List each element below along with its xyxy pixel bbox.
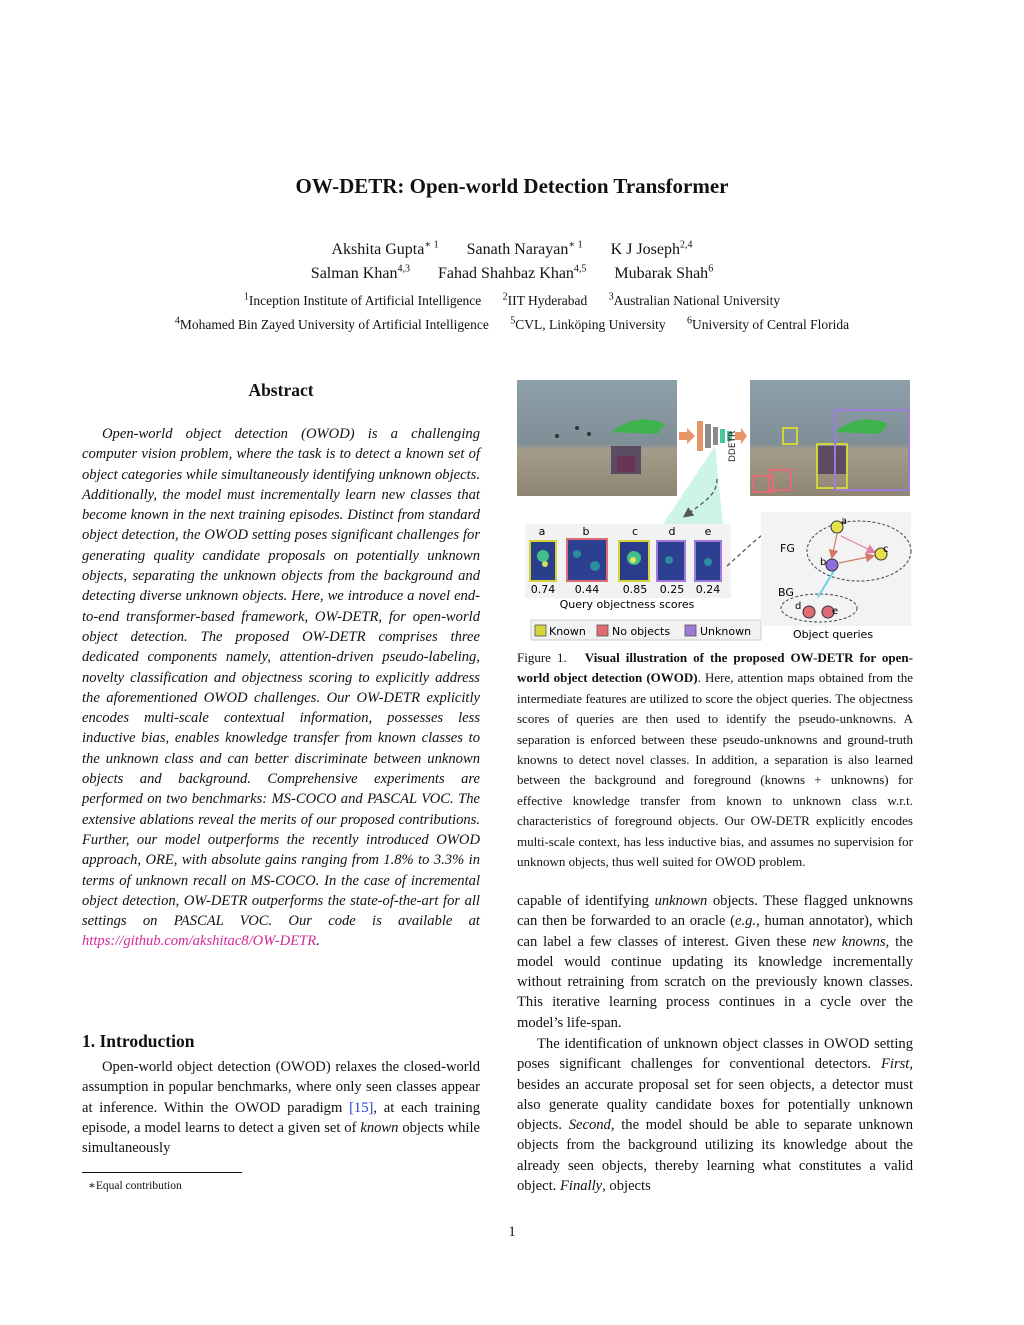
right-paragraph-1: capable of identifying unknown objects. These flagged unknowns can then be forwarded to an oracle (e.g., human annotator), which can label a few classes of interest. Given these new knowns, the model would continue updating its knowledge incrementally without retraining from scratch on the previously known classes. This iterative learning process continues in a cycle over the model’s life-span. (517, 893, 913, 1031)
query-score: 0.25 (659, 583, 685, 596)
legend-no-objects-label: No objects (612, 625, 671, 638)
scores-caption: Query objectness scores (559, 598, 695, 611)
queries-caption: Object queries (792, 628, 874, 641)
query-node-label: b (820, 557, 827, 568)
paper-title: OW-DETR: Open-world Detection Transformer (295, 174, 729, 198)
bg-label: BG (778, 586, 794, 599)
query-score: 0.85 (622, 583, 648, 596)
affiliation: Mohamed Bin Zayed University of Artificial Intelligence (179, 316, 489, 332)
output-image (750, 380, 910, 496)
query-letter: a (538, 525, 546, 538)
query-letter: d (668, 525, 676, 538)
input-image (517, 380, 677, 496)
legend-no-objects-swatch (597, 625, 608, 636)
figure-caption: Figure 1. Visual illustration of the proposed OW-DETR for open-world object detection (OWOD). Here, attention maps obtained from the intermediate features are utilized to score the object queries. The objectness scores of queries are then used to identify the pseudo-unknowns. A separation is enforced between these pseudo-unknowns and ground-truth knowns to detect novel classes. In addition, a separation is also learned between the background and foreground (knowns + unknowns) for effective knowledge transfer from known to unknown class w.r.t. characteristics of foreground objects. Our OW-DETR explicitly encodes multi-scale context, has less inductive bias, and assumes no supervision for unknown objects, thus well suited for OWOD problem. (517, 650, 913, 870)
affiliation: University of Central Florida (691, 316, 850, 332)
query-letter: b (582, 525, 590, 538)
abstract-body: Open-world object detection (OWOD) is a challenging computer vision problem, where the task is to detect a known set of object categories while simultaneously identifying unknown objects. Additionally, the model must incrementally learn new classes that become known in the next training episodes. Distinct from standard object detection, the OWOD setting poses significant challenges for generating quality candidate proposals on potentially unknown objects, separating the unknown objects from the background and detecting diverse unknown objects. Here, we introduce a novel end-to-end transformer-based framework, OW-DETR, for open-world object detection. The proposed OW-DETR comprises three dedicated components namely, attention-driven pseudo-labeling, novelty classification and objectness scoring to explicitly address the aforementioned OWOD challenges. Our OW-DETR explicitly encodes multi-scale contextual information, possesses less inductive bias, enables knowledge transfer from known classes to the unknown class and can better discriminate between unknown objects and background. Comprehensive experiments are performed on two benchmarks: MS-COCO and PASCAL VOC. The extensive ablations reveal the merits of our proposed contributions. Further, our model outperforms the recently introduced OWOD approach, ORE, with absolute gains ranging from 1.8% to 3.3% in terms of unknown recall on MS-COCO. In the case of incremental object detection, OW-DETR outperforms the state-of-the-art for all settings on PASCAL VOC. Our code is available at https://github.com/akshitac8/OW-DETR. (82, 426, 480, 950)
author-name: Sanath Narayan (466, 241, 569, 259)
query-score: 0.24 (695, 583, 721, 596)
query-node-label: c (883, 544, 889, 555)
footnote-divider (82, 1172, 242, 1173)
affiliation-line-1: $^1$Inception Institute of Artificial Intelligence $^2$IIT Hyderabad $^3$Australian National University (243, 291, 781, 308)
ddetr-label: DDETR (728, 430, 738, 462)
query-node-label: e (832, 606, 839, 617)
abstract-heading: Abstract (248, 380, 314, 400)
affiliation: Inception Institute of Artificial Intelligence (248, 292, 482, 308)
code-link[interactable]: https://github.com/akshitac8/OW-DETR (82, 933, 317, 950)
section-heading-introduction: 1. Introduction (82, 1031, 195, 1051)
legend-unknown-swatch (685, 625, 696, 636)
figure-1 (517, 376, 913, 644)
query-score: 0.44 (574, 583, 600, 596)
author-name: Mubarak Shah (614, 265, 709, 283)
affiliation: IIT Hyderabad (507, 292, 588, 308)
affiliation-line-2: $^4$Mohamed Bin Zayed University of Artificial Intelligence $^5$CVL, Linköping University $^6$University of Central Florida (174, 315, 850, 332)
query-node-label: d (795, 601, 802, 612)
legend-known-label: Known (549, 625, 586, 638)
legend-known-swatch (535, 625, 546, 636)
query-score: 0.74 (530, 583, 556, 596)
author-line-2: Salman Khan$^{4,3}$ Fahad Shahbaz Khan$^{4,5}$ Mubarak Shah$^6$ (310, 264, 714, 283)
query-letter: c (631, 525, 639, 538)
legend-unknown-label: Unknown (700, 625, 752, 638)
affiliation: CVL, Linköping University (515, 316, 666, 332)
author-line-1: Akshita Gupta$^{∗ 1}$ Sanath Narayan$^{∗ 1}$ K J Joseph$^{2,4}$ (331, 240, 693, 259)
author-name: Fahad Shahbaz Khan (437, 265, 574, 283)
affiliation: Australian National University (613, 292, 781, 308)
intro-paragraph: Open-world object detection (OWOD) relaxes the closed-world assumption in popular benchmarks, where only seen classes appear at inference. Within the OWOD paradigm [15], at each training episode, a model learns to detect a given set of known objects while simultaneously (82, 1059, 480, 1157)
query-letter: e (704, 525, 712, 538)
figure-1-illustration (517, 376, 913, 644)
author-name: Akshita Gupta (331, 241, 425, 259)
object-queries-diagram (761, 512, 911, 626)
page-number: 1 (508, 1224, 516, 1240)
footnote: ∗Equal contribution (88, 1180, 182, 1192)
right-paragraph-2: The identification of unknown object classes in OWOD setting poses significant challenges for conventional detectors. First, besides an accurate proposal set for seen objects, a detector must also generate quality candidate boxes for potentially unknown objects. Second, the model should be able to separate unknown objects from the background utilizing its knowledge about the already seen objects, thereby learning what constitutes a valid object. Finally, objects (517, 1036, 913, 1195)
author-name: K J Joseph (610, 241, 681, 259)
author-name: Salman Khan (310, 265, 398, 283)
citation-link[interactable]: [15] (349, 1099, 374, 1116)
query-node-label: a (841, 516, 848, 527)
fg-label: FG (780, 542, 795, 555)
